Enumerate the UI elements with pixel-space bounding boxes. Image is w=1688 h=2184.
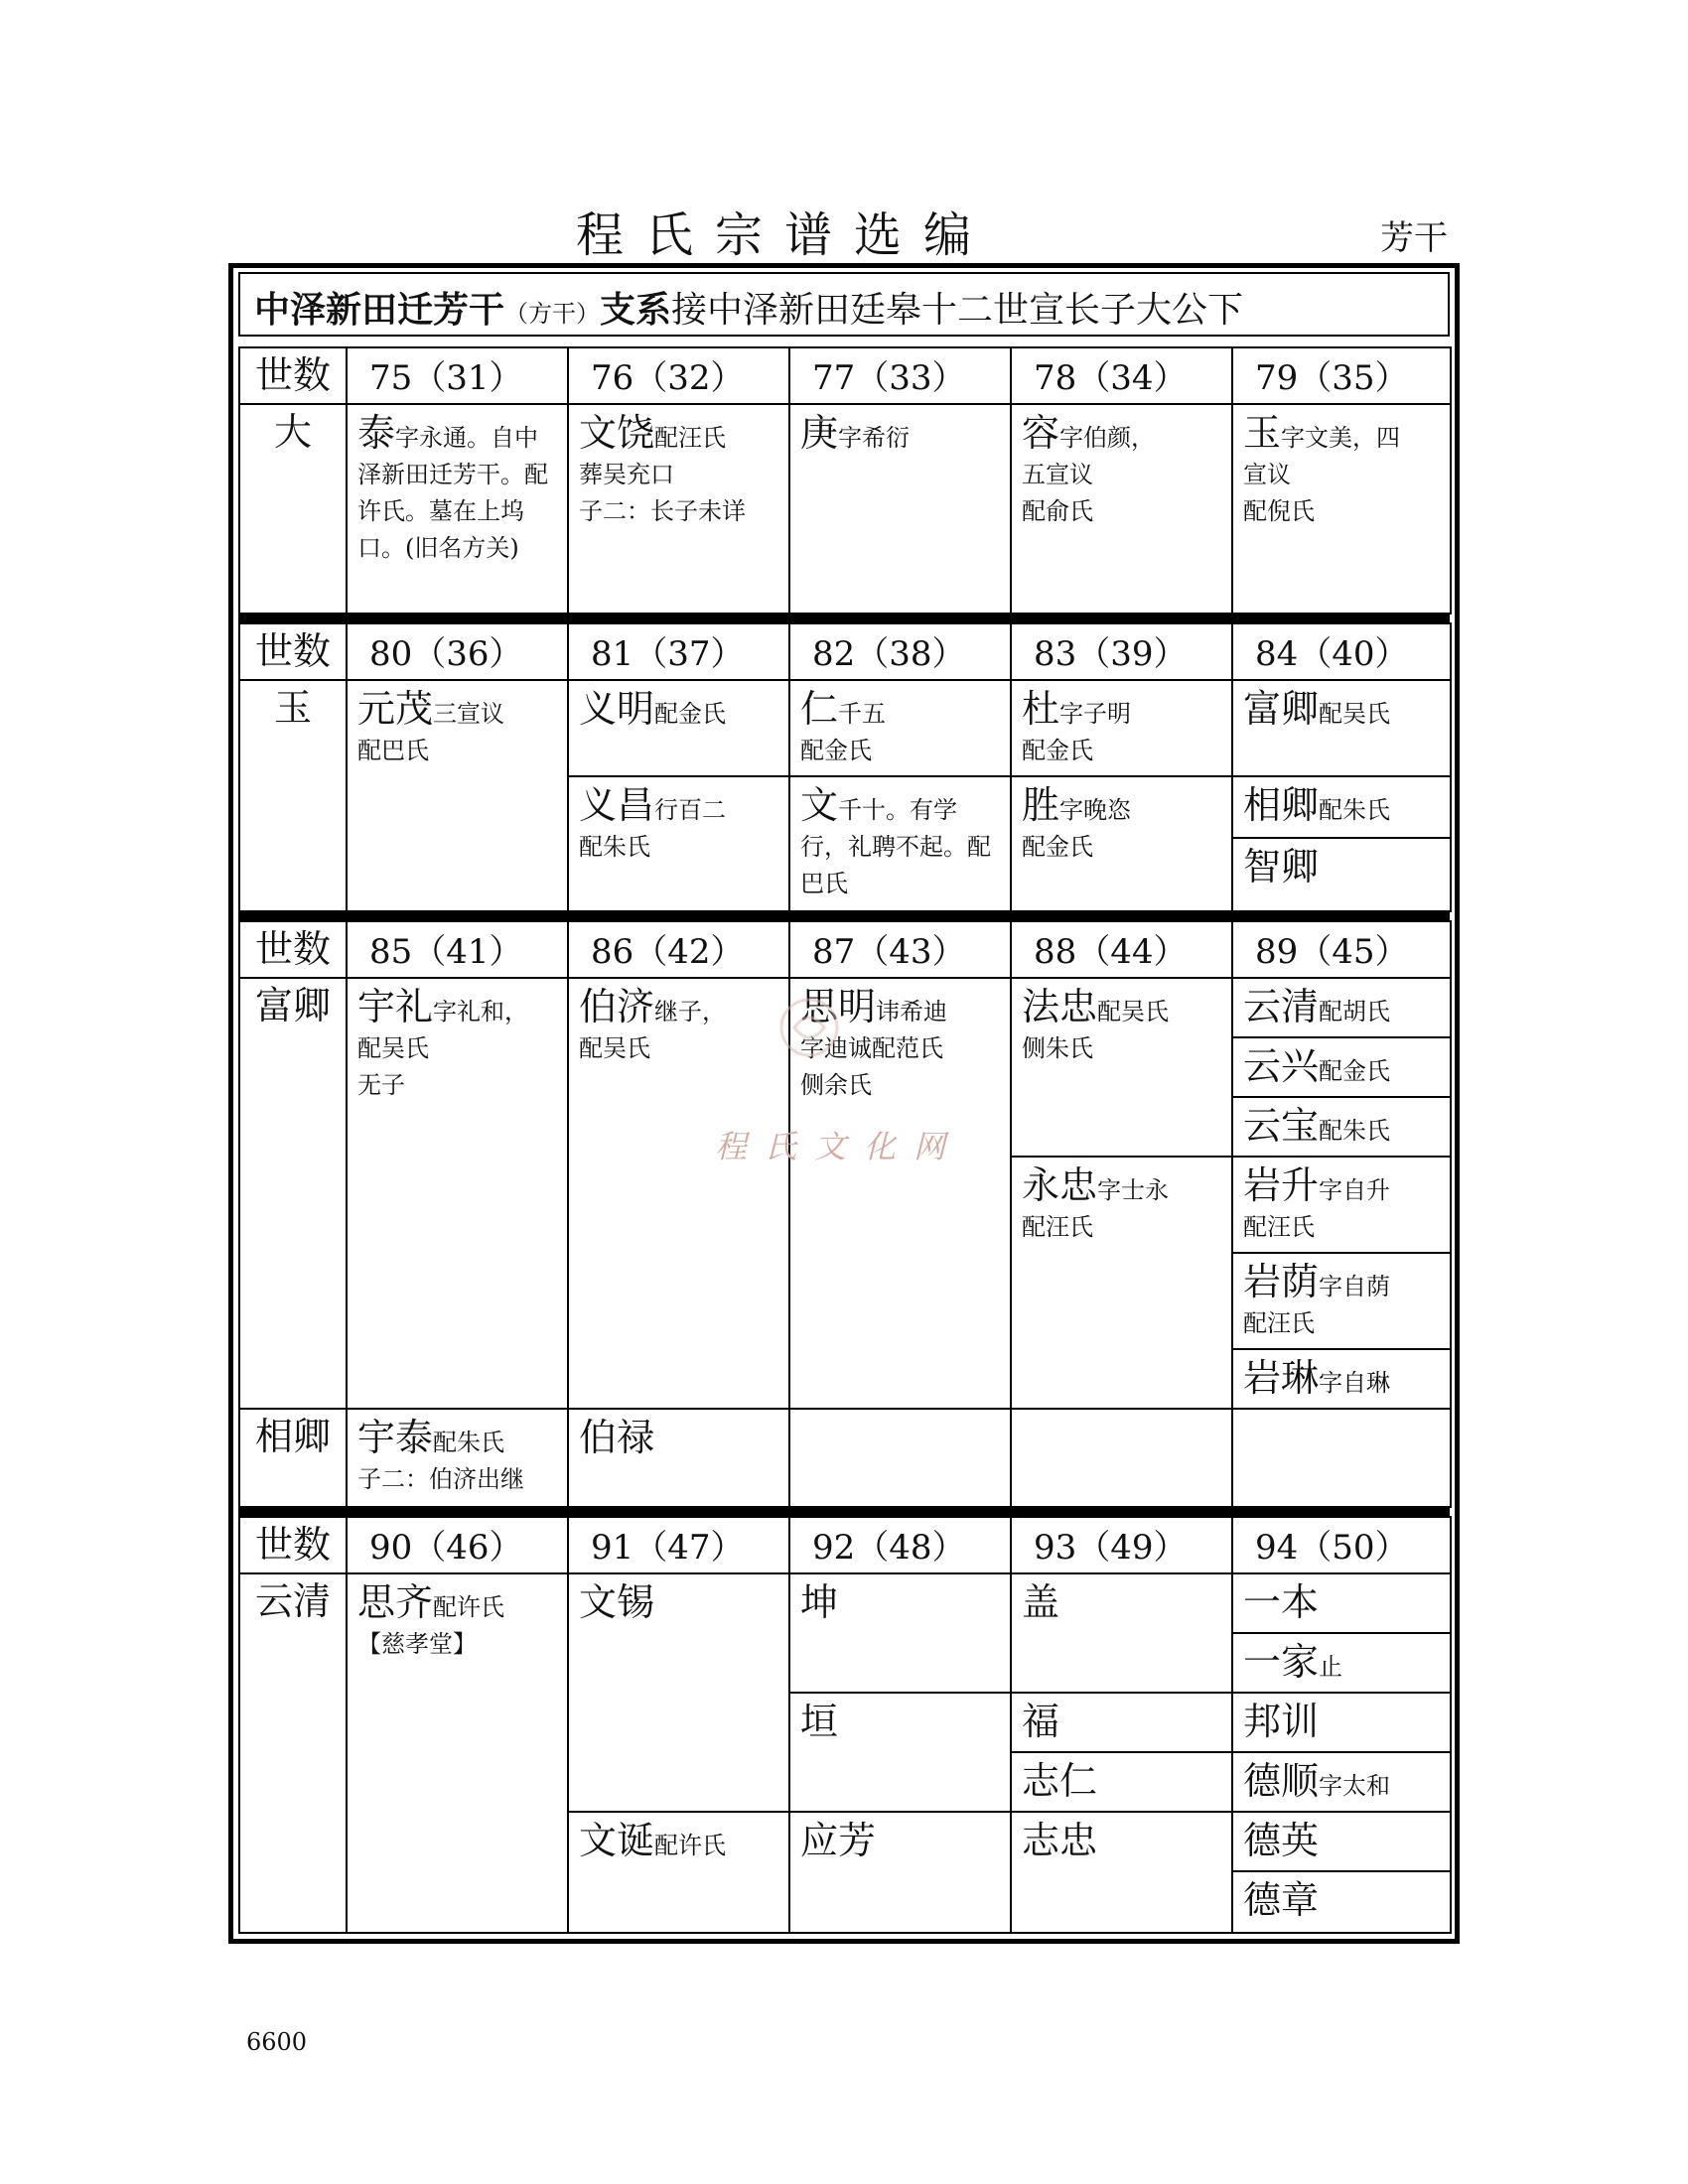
person-entry [789, 404, 1011, 614]
person-note: 字伯颜， [1059, 424, 1156, 452]
generation-number: 81（37） [568, 623, 789, 680]
person-entry [1232, 1253, 1451, 1349]
person-name: 伯禄 [579, 1416, 655, 1459]
header-alias: （方干） [504, 300, 601, 328]
generation-number: 87（43） [789, 921, 1011, 978]
generation-number: 93（49） [1011, 1517, 1232, 1573]
person-note: 配胡氏 [1319, 998, 1391, 1025]
person-note: 五宣议 [1022, 461, 1093, 488]
person-note: 侧余氏 [800, 1071, 872, 1099]
person-name: 一本 [1243, 1580, 1320, 1624]
watermark-text: 程氏文化网 [715, 1128, 964, 1165]
generation-number: 90（46） [347, 1517, 568, 1573]
person-name: 应芳 [800, 1819, 877, 1862]
generation-number: 89（45） [1232, 921, 1451, 978]
person-note: 子二：伯济出继 [357, 1465, 524, 1493]
person-entry [789, 680, 1011, 776]
generation-table-4 [238, 1516, 1452, 1934]
generation-number: 94（50） [1232, 1517, 1451, 1573]
person-entry [789, 776, 1011, 911]
person-name: 文饶 [579, 411, 655, 455]
person-name: 富卿 [1243, 687, 1320, 731]
person-name: 智卿 [1243, 845, 1320, 888]
generation-number: 84（40） [1232, 623, 1451, 680]
person-name: 玉 [1243, 411, 1282, 455]
person-name: 义昌 [579, 783, 655, 827]
person-entry [1011, 680, 1232, 776]
generation-label: 世数 [239, 623, 347, 680]
generation-number: 77（33） [789, 347, 1011, 404]
person-entry [1232, 1573, 1451, 1633]
generation-number: 80（36） [347, 623, 568, 680]
empty-cell [1232, 1409, 1451, 1507]
person-note: 字迪诚配范氏 [800, 1034, 943, 1062]
empty-cell [789, 1409, 1011, 1507]
generation-number: 79（35） [1232, 347, 1451, 404]
page-number: 6600 [246, 2028, 308, 2056]
person-note: 行百二 [654, 796, 727, 824]
person-note: 千五 [838, 700, 887, 728]
generation-number: 83（39） [1011, 623, 1232, 680]
person-note: 字文美，四 [1281, 424, 1401, 452]
person-name: 德章 [1243, 1878, 1320, 1922]
person-entry [1232, 1871, 1451, 1933]
person-entry [1011, 1693, 1232, 1752]
person-note: 字永通。自中泽新田迁芳干。配许氏。墓在上坞口。(旧名方关) [357, 424, 548, 562]
person-note: 配巴氏 [357, 737, 429, 764]
person-note: 无子 [357, 1071, 405, 1099]
person-note: 配金氏 [1319, 1057, 1391, 1085]
page-title: 程氏宗谱选编 [576, 207, 994, 263]
person-note: 字子明 [1059, 700, 1132, 728]
ancestor-label: 玉 [239, 680, 347, 911]
person-note: 配汪氏 [1243, 1213, 1315, 1241]
person-name: 宇礼 [357, 985, 434, 1028]
person-name: 泰 [357, 411, 396, 455]
generation-table-3 [238, 920, 1452, 1508]
person-entry [347, 978, 568, 1409]
person-name: 相卿 [1243, 783, 1320, 827]
person-name: 云兴 [1243, 1044, 1320, 1088]
person-entry [789, 1573, 1011, 1693]
generation-table-2 [238, 622, 1452, 912]
person-name: 庚 [800, 411, 839, 455]
generation-number: 76（32） [568, 347, 789, 404]
person-note: 讳希迪 [876, 998, 948, 1025]
generation-number: 86（42） [568, 921, 789, 978]
person-note: 配金氏 [654, 700, 727, 728]
person-note: 配汪氏 [1022, 1213, 1093, 1241]
person-name: 容 [1022, 411, 1060, 455]
person-note: 字礼和， [433, 998, 529, 1025]
person-note: 配吴氏 [1319, 700, 1391, 728]
generation-number: 88（44） [1011, 921, 1232, 978]
person-name: 仁 [800, 687, 839, 731]
person-entry [568, 1812, 789, 1933]
person-entry [1232, 1812, 1451, 1871]
header-lineage: 接中泽新田廷皋十二世宣长子大公下 [671, 290, 1244, 331]
generation-number: 85（41） [347, 921, 568, 978]
branch-header [238, 272, 1450, 337]
person-entry [1232, 1349, 1451, 1409]
person-note: 千十。有学行，礼聘不起。配巴氏 [800, 796, 991, 897]
person-name: 胜 [1022, 783, 1060, 827]
person-name: 邦训 [1243, 1700, 1320, 1743]
person-name: 德顺 [1243, 1759, 1320, 1803]
person-note: 配倪氏 [1243, 497, 1315, 525]
person-note: 配吴氏 [579, 1034, 650, 1062]
person-entry [568, 978, 789, 1409]
person-name: 福 [1022, 1700, 1060, 1743]
hall-name: 【慈孝堂】 [357, 1630, 477, 1658]
person-name: 岩荫 [1243, 1260, 1320, 1303]
person-entry [1011, 776, 1232, 911]
person-note: 配汪氏 [654, 424, 727, 452]
person-note: 止 [1319, 1653, 1343, 1681]
person-entry [1232, 680, 1451, 776]
person-entry [568, 680, 789, 776]
person-entry [789, 1693, 1011, 1812]
person-note: 三宣议 [433, 700, 505, 728]
person-entry [1011, 1157, 1232, 1409]
generation-label: 世数 [239, 347, 347, 404]
person-note: 配朱氏 [1319, 796, 1391, 824]
person-entry [1011, 1573, 1232, 1693]
person-entry [568, 776, 789, 911]
person-note: 配朱氏 [433, 1429, 505, 1456]
person-note: 字士永 [1097, 1176, 1170, 1204]
person-note: 字自荫 [1319, 1273, 1391, 1300]
person-name: 一家 [1243, 1640, 1320, 1684]
person-entry [568, 404, 789, 614]
person-entry [1232, 838, 1451, 911]
person-entry [789, 1812, 1011, 1933]
person-note: 配金氏 [1022, 833, 1093, 861]
person-name: 杜 [1022, 687, 1060, 731]
person-name: 思明 [800, 985, 877, 1028]
person-entry [1232, 1157, 1451, 1253]
person-entry [1232, 1097, 1451, 1157]
person-name: 盖 [1022, 1580, 1060, 1624]
person-note: 配朱氏 [579, 833, 650, 861]
person-note: 配吴氏 [1097, 998, 1170, 1025]
person-note: 配金氏 [800, 737, 872, 764]
ancestor-label: 大 [239, 404, 347, 614]
person-name: 法忠 [1022, 985, 1098, 1028]
person-note: 字自升 [1319, 1176, 1391, 1204]
person-note: 葬吴充口 [579, 461, 674, 488]
watermark-seal-icon [774, 993, 844, 1102]
person-name: 文 [800, 783, 839, 827]
ancestor-label: 相卿 [239, 1409, 347, 1507]
person-entry [1232, 1693, 1451, 1752]
person-note: 配俞氏 [1022, 497, 1093, 525]
person-note: 配吴氏 [357, 1034, 429, 1062]
header-title-b: 支系 [600, 290, 672, 331]
section-divider [238, 1508, 1450, 1516]
person-note: 配许氏 [654, 1832, 727, 1859]
person-name: 志忠 [1022, 1819, 1098, 1862]
person-note: 配朱氏 [1319, 1117, 1391, 1145]
person-entry [1232, 1037, 1451, 1097]
generation-number: 92（48） [789, 1517, 1011, 1573]
person-note: 宣议 [1243, 461, 1291, 488]
person-name: 义明 [579, 687, 655, 731]
person-name: 志仁 [1022, 1759, 1098, 1803]
person-name: 永忠 [1022, 1163, 1098, 1207]
person-entry [1011, 1812, 1232, 1933]
generation-number: 91（47） [568, 1517, 789, 1573]
person-name: 宇泰 [357, 1416, 434, 1459]
person-entry [1232, 978, 1451, 1037]
person-entry [1232, 776, 1451, 838]
person-entry [1232, 1633, 1451, 1693]
person-note: 字希衍 [838, 424, 911, 452]
person-name: 岩升 [1243, 1163, 1320, 1207]
person-entry [568, 1573, 789, 1812]
person-name: 垣 [800, 1700, 839, 1743]
person-name: 坤 [800, 1580, 839, 1624]
person-entry [347, 1409, 568, 1507]
person-note: 配许氏 [433, 1593, 505, 1621]
person-note: 继子， [654, 998, 727, 1025]
person-note: 字晚恣 [1059, 796, 1132, 824]
person-name: 岩琳 [1243, 1356, 1320, 1400]
empty-cell [1011, 1409, 1232, 1507]
person-entry [347, 404, 568, 614]
person-entry [347, 680, 568, 911]
person-note: 侧朱氏 [1022, 1034, 1093, 1062]
person-entry [347, 1573, 568, 1933]
generation-label: 世数 [239, 1517, 347, 1573]
generation-number: 75（31） [347, 347, 568, 404]
person-name: 云宝 [1243, 1104, 1320, 1148]
branch-tag: 芳干 [1380, 218, 1448, 258]
person-entry [1232, 404, 1451, 614]
person-entry [1011, 978, 1232, 1157]
person-name: 文诞 [579, 1819, 655, 1862]
ancestor-label: 富卿 [239, 978, 347, 1409]
person-note: 配汪氏 [1243, 1309, 1315, 1337]
generation-number: 78（34） [1011, 347, 1232, 404]
person-name: 伯济 [579, 985, 655, 1028]
person-entry [1232, 1752, 1451, 1812]
person-note: 字自琳 [1319, 1369, 1391, 1397]
person-name: 思齐 [357, 1580, 434, 1624]
ancestor-label: 云清 [239, 1573, 347, 1933]
generation-label: 世数 [239, 921, 347, 978]
person-note: 配金氏 [1022, 737, 1093, 764]
generation-number: 82（38） [789, 623, 1011, 680]
section-divider [238, 912, 1450, 920]
person-note: 子二：长子未详 [579, 497, 746, 525]
person-name: 德英 [1243, 1819, 1320, 1862]
person-entry [568, 1409, 789, 1507]
person-name: 文锡 [579, 1580, 655, 1624]
person-note: 字太和 [1319, 1772, 1391, 1800]
person-name: 元茂 [357, 687, 434, 731]
person-entry [1011, 1752, 1232, 1812]
header-title-a: 中泽新田迁芳干 [254, 290, 505, 331]
person-entry [1011, 404, 1232, 614]
generation-table-1 [238, 346, 1452, 614]
person-name: 云清 [1243, 985, 1320, 1028]
section-divider [238, 614, 1450, 622]
